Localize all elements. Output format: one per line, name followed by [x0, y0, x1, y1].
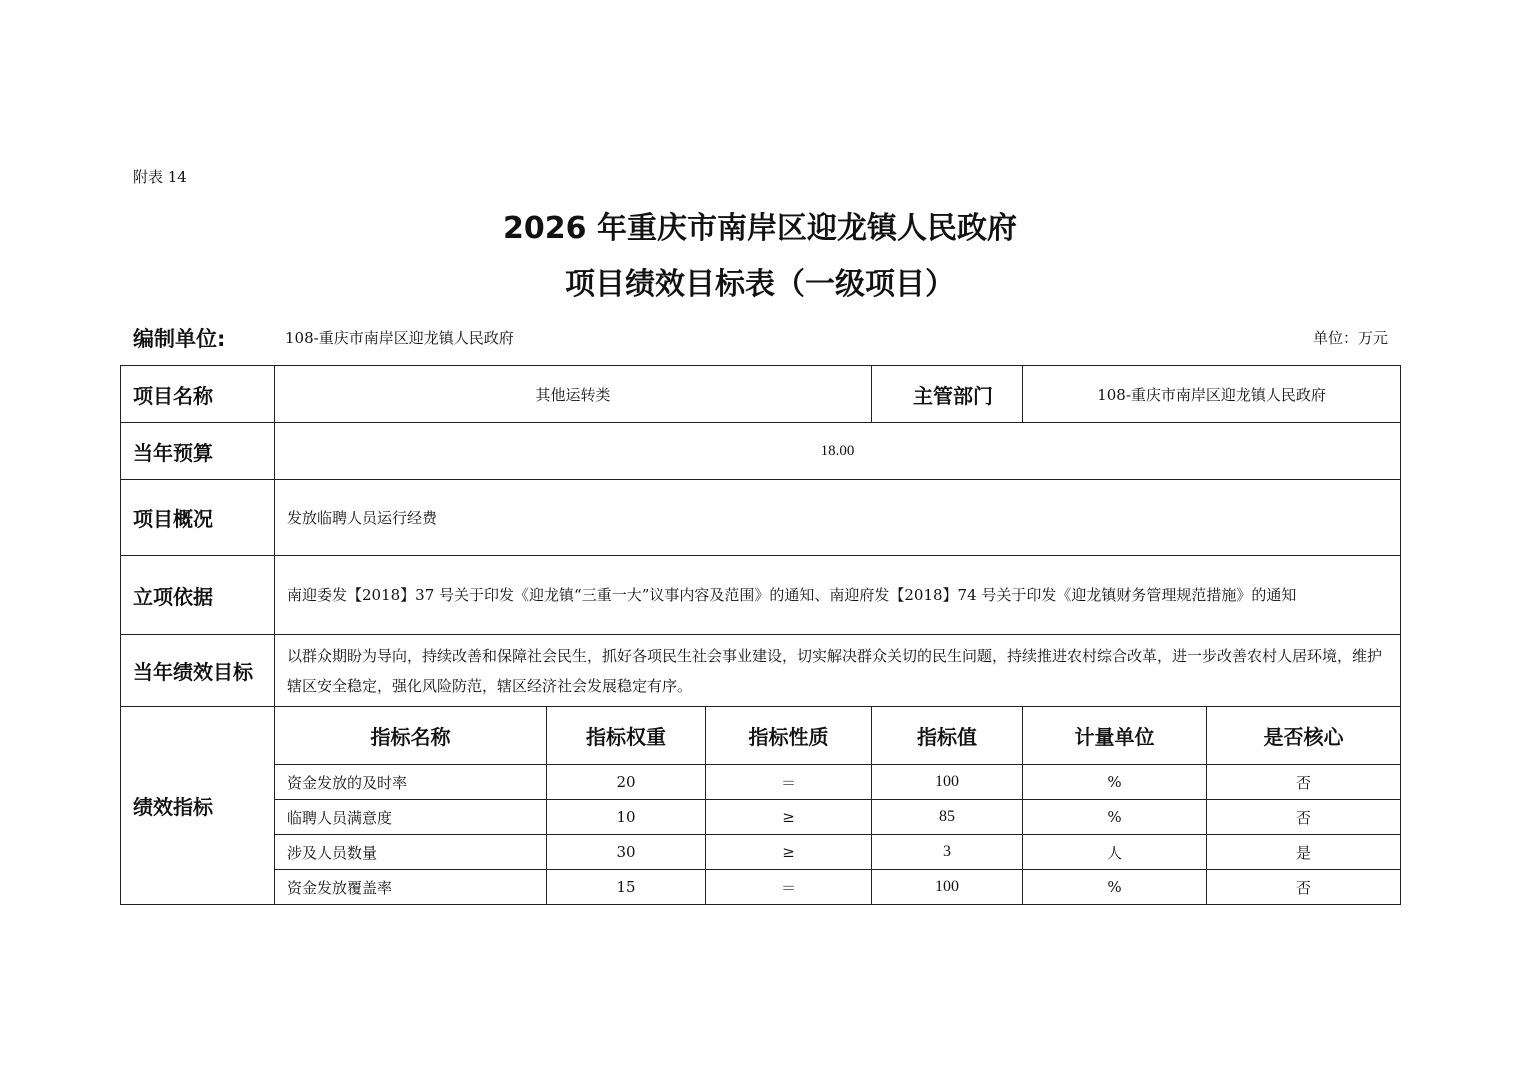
basis-value: 南迎委发【2018】37 号关于印发《迎龙镇“三重一大”议事内容及范围》的通知、南迎府发【2018】74 号关于印发《迎龙镇财务管理规范措施》的通知 — [275, 556, 1401, 635]
performance-table — [120, 365, 1401, 905]
indicator-weight: 15 — [547, 870, 706, 905]
indicator-nature: ≥ — [706, 835, 872, 870]
indicator-name: 临聘人员满意度 — [275, 800, 547, 835]
indicator-value: 100 — [872, 870, 1023, 905]
indicator-unit: % — [1023, 870, 1207, 905]
indicator-core: 否 — [1207, 800, 1401, 835]
indicator-nature: ＝ — [706, 765, 872, 800]
row-budget — [121, 423, 1401, 480]
row-goal — [121, 635, 1401, 707]
prepared-by-label: 编制单位: — [133, 327, 226, 351]
table-row — [121, 870, 1401, 905]
indicator-core: 否 — [1207, 765, 1401, 800]
indicator-name: 资金发放覆盖率 — [275, 870, 547, 905]
table-row — [121, 800, 1401, 835]
row-project-name — [121, 366, 1401, 423]
dept-label: 主管部门 — [872, 366, 1023, 423]
row-basis — [121, 556, 1401, 635]
basis-label: 立项依据 — [121, 556, 275, 635]
indicator-value: 3 — [872, 835, 1023, 870]
header-unit: 计量单位 — [1023, 707, 1207, 765]
header-core: 是否核心 — [1207, 707, 1401, 765]
project-name-label: 项目名称 — [121, 366, 275, 423]
document-subtitle: 项目绩效目标表（一级项目） — [565, 267, 955, 302]
indicator-nature: ≥ — [706, 800, 872, 835]
indicator-nature: ＝ — [706, 870, 872, 905]
header-nature: 指标性质 — [706, 707, 872, 765]
money-unit: 单位：万元 — [1312, 329, 1388, 347]
attachment-number: 附表 14 — [133, 168, 187, 186]
indicator-weight: 20 — [547, 765, 706, 800]
header-value: 指标值 — [872, 707, 1023, 765]
prepared-by-value: 108-重庆市南岸区迎龙镇人民政府 — [285, 329, 514, 347]
row-overview — [121, 480, 1401, 556]
indicator-value: 100 — [872, 765, 1023, 800]
project-name-value: 其他运转类 — [275, 366, 872, 423]
table-row — [121, 835, 1401, 870]
header-indicator-name: 指标名称 — [275, 707, 547, 765]
goal-label: 当年绩效目标 — [121, 635, 275, 707]
indicator-weight: 30 — [547, 835, 706, 870]
header-weight: 指标权重 — [547, 707, 706, 765]
budget-label: 当年预算 — [121, 423, 275, 480]
indicator-unit: 人 — [1023, 835, 1207, 870]
overview-value: 发放临聘人员运行经费 — [275, 480, 1401, 556]
indicator-unit: % — [1023, 765, 1207, 800]
document-title: 2026 年重庆市南岸区迎龙镇人民政府 — [503, 211, 1017, 246]
indicator-name: 资金发放的及时率 — [275, 765, 547, 800]
indicator-unit: % — [1023, 800, 1207, 835]
indicator-core: 是 — [1207, 835, 1401, 870]
row-indicator-header — [121, 707, 1401, 765]
goal-value: 以群众期盼为导向，持续改善和保障社会民生，抓好各项民生社会事业建设，切实解决群众关切的民生问题，持续推进农村综合改革，进一步改善农村人居环境，维护辖区安全稳定，强化风险防范，辖区经济社会发展稳定有序。 — [275, 635, 1401, 707]
indicator-core: 否 — [1207, 870, 1401, 905]
budget-value: 18.00 — [275, 423, 1401, 480]
dept-value: 108-重庆市南岸区迎龙镇人民政府 — [1023, 366, 1401, 423]
table-row — [121, 765, 1401, 800]
indicator-name: 涉及人员数量 — [275, 835, 547, 870]
indicator-value: 85 — [872, 800, 1023, 835]
indicators-label: 绩效指标 — [121, 707, 275, 905]
overview-label: 项目概况 — [121, 480, 275, 556]
indicator-weight: 10 — [547, 800, 706, 835]
